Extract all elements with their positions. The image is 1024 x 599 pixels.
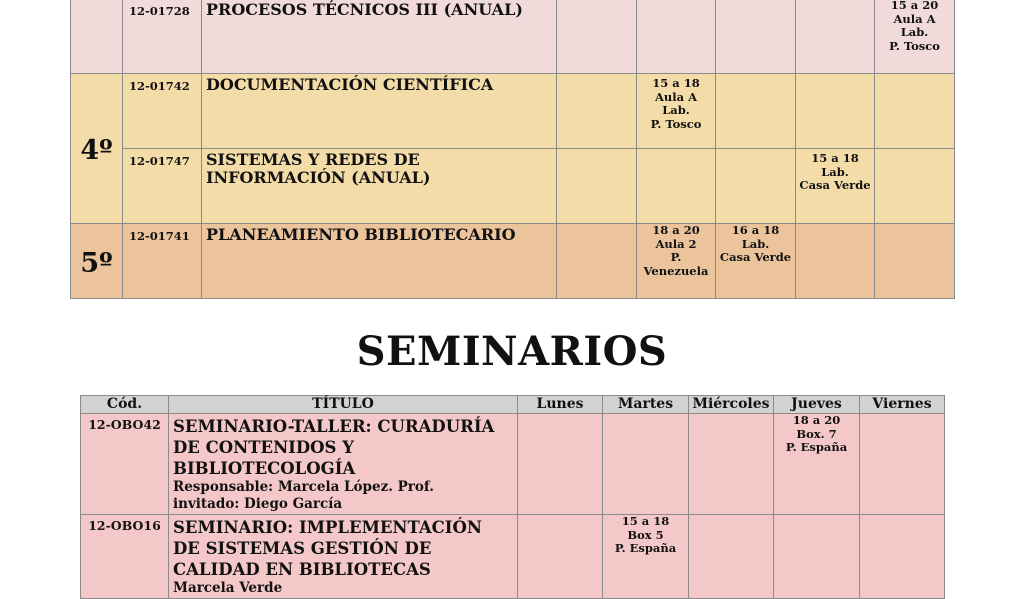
slot-viernes xyxy=(875,149,955,224)
slot-martes xyxy=(637,0,716,74)
slot-lunes xyxy=(557,74,637,149)
slot-viernes xyxy=(860,414,945,515)
slot-viernes xyxy=(875,0,955,74)
seminar-responsible-line: Responsable: Marcela López. Prof. xyxy=(173,479,434,495)
slot-miercoles xyxy=(689,515,774,599)
table-row xyxy=(81,515,945,599)
slot-building: P. España xyxy=(614,541,677,555)
subject-code: 12-01741 xyxy=(123,224,202,299)
subject-code: 12-01728 xyxy=(123,0,202,74)
slot-room: Aula A xyxy=(893,11,936,26)
slot-miercoles xyxy=(716,224,796,299)
slot-miercoles xyxy=(689,414,774,515)
slot-building: Venezuela xyxy=(643,263,709,278)
slot-building: Casa Verde xyxy=(719,250,792,264)
slot-time: 18 a 20 xyxy=(652,223,700,237)
slot-time: 15 a 18 xyxy=(811,151,859,165)
slot-room-type: Lab. xyxy=(741,236,770,251)
seminar-title-cell xyxy=(169,414,518,515)
slot-martes xyxy=(637,224,716,299)
slot-jueves xyxy=(774,414,860,515)
slot-room: Aula 2 xyxy=(655,236,697,251)
slot-time: 18 a 20 xyxy=(792,413,841,427)
seminar-title-line: SEMINARIO: IMPLEMENTACIÓN xyxy=(173,518,482,537)
slot-time: 15 a 18 xyxy=(652,76,700,90)
slot-miercoles xyxy=(716,0,796,74)
table-row xyxy=(81,414,945,515)
slot-time: 15 a 20 xyxy=(890,0,939,12)
slot-lunes xyxy=(557,224,637,299)
seminar-table xyxy=(80,395,945,599)
slot-martes xyxy=(637,74,716,149)
seminar-title-line: CALIDAD EN BIBLIOTECAS xyxy=(173,560,431,579)
header-title: TÍTULO xyxy=(169,396,518,414)
slot-building-prefix: P. xyxy=(670,250,682,264)
header-jueves: Jueves xyxy=(774,396,860,414)
seminar-title-line: DE CONTENIDOS Y xyxy=(173,438,354,457)
header-code: Cód. xyxy=(81,396,169,414)
slot-time: 15 a 18 xyxy=(621,514,670,528)
year-cell xyxy=(71,0,123,74)
seminar-responsible-line: Marcela Verde xyxy=(173,580,283,596)
slot-jueves xyxy=(796,149,875,224)
seminar-title-line: DE SISTEMAS GESTIÓN DE xyxy=(173,539,432,558)
slot-miercoles xyxy=(716,74,796,149)
table-row xyxy=(71,149,955,224)
subject-title: SISTEMAS Y REDES DE INFORMACIÓN (ANUAL) xyxy=(202,149,557,224)
seminar-title-cell xyxy=(169,515,518,599)
slot-jueves xyxy=(796,224,875,299)
seminar-title-line: BIBLIOTECOLOGÍA xyxy=(173,459,356,478)
seminar-code: 12-OBO16 xyxy=(81,515,169,599)
slot-viernes xyxy=(875,74,955,149)
slot-lunes xyxy=(518,515,603,599)
schedule-table xyxy=(70,0,955,299)
seminar-code: 12-OBO42 xyxy=(81,414,169,515)
header-martes: Martes xyxy=(603,396,689,414)
subject-code: 12-01747 xyxy=(123,149,202,224)
slot-martes xyxy=(637,149,716,224)
slot-room: Box. 7 xyxy=(796,426,837,441)
slot-room-type: Lab. xyxy=(662,103,690,117)
slot-room: Aula A xyxy=(654,89,698,104)
slot-martes xyxy=(603,414,689,515)
slot-building: Casa Verde xyxy=(799,178,871,192)
slot-jueves xyxy=(796,0,875,74)
table-row xyxy=(71,0,955,74)
subject-title: PLANEAMIENTO BIBLIOTECARIO xyxy=(202,224,557,299)
slot-viernes xyxy=(875,224,955,299)
slot-time: 16 a 18 xyxy=(731,223,780,237)
seminar-title-line: SEMINARIO-TALLER: CURADURÍA xyxy=(173,417,495,436)
slot-building: P. Tosco xyxy=(889,38,940,53)
header-lunes: Lunes xyxy=(518,396,603,414)
slot-viernes xyxy=(860,515,945,599)
year-label: 4º xyxy=(80,135,113,166)
slot-martes xyxy=(603,515,689,599)
slot-miercoles xyxy=(716,149,796,224)
header-miercoles: Miércoles xyxy=(689,396,774,414)
year-cell xyxy=(71,74,123,224)
subject-title: PROCESOS TÉCNICOS III (ANUAL) xyxy=(202,0,557,74)
slot-building: P. Tosco xyxy=(650,116,702,131)
seminar-responsible-line: invitado: Diego García xyxy=(173,496,343,512)
year-label: 5º xyxy=(80,247,113,279)
table-row xyxy=(71,224,955,299)
subject-title: DOCUMENTACIÓN CIENTÍFICA xyxy=(202,74,557,149)
subject-code: 12-01742 xyxy=(123,74,202,149)
slot-jueves xyxy=(774,515,860,599)
slot-lunes xyxy=(518,414,603,515)
slot-room-type: Lab. xyxy=(900,25,929,39)
header-viernes: Viernes xyxy=(860,396,945,414)
header-row xyxy=(81,396,945,414)
section-title: SEMINARIOS xyxy=(356,328,668,375)
slot-room: Box 5 xyxy=(627,527,664,542)
year-cell xyxy=(71,224,123,299)
table-row xyxy=(71,74,955,149)
slot-room-type: Lab. xyxy=(821,164,849,179)
slot-building: P. España xyxy=(785,440,848,454)
slot-lunes xyxy=(557,149,637,224)
slot-jueves xyxy=(796,74,875,149)
slot-lunes xyxy=(557,0,637,74)
